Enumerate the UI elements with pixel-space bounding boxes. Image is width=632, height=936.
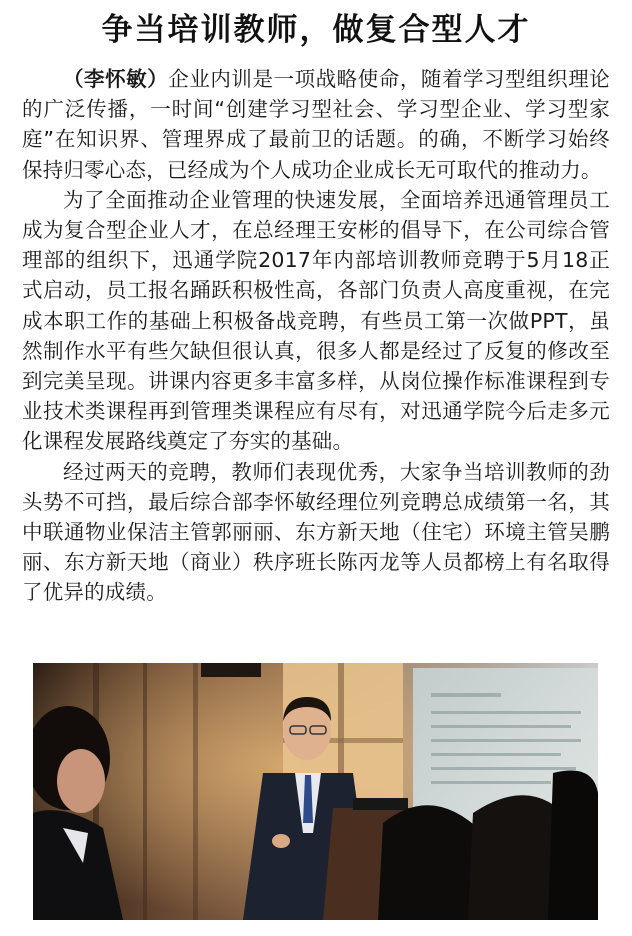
- news-page: [0, 8, 632, 936]
- paragraph-1-text: 企业内训是一项战略使命，随着学习型组织理论的广泛传播，一时间“创建学习型社会、学习型企业、学习型家庭”在知识界、管理界成了最前卫的话题。的确，不断学习始终保持归零心态，已经成为个人成功企业成长无可取代的推动力。: [22, 67, 611, 182]
- author-byline: （李怀敏）: [63, 67, 169, 91]
- article-paragraph-1: [22, 64, 610, 185]
- speaker-at-podium-photo: [33, 663, 598, 920]
- article-paragraph-3: 经过两天的竞聘，教师们表现优秀，大家争当培训教师的劲头势不可挡，最后综合部李怀敏经理位列竞聘总成绩第一名，其中联通物业保洁主管郭丽丽、东方新天地（住宅）环境主管吴鹏丽、东方新天地（商业）秩序班长陈丙龙等人员都榜上有名取得了优异的成绩。: [22, 459, 610, 605]
- article-body: [22, 64, 610, 608]
- article-paragraph-2: 为了全面推动企业管理的快速发展，全面培养迅通管理员工成为复合型企业人才，在总经理王安彬的倡导下，在公司综合管理部的组织下，迅通学院2017年内部培训教师竞聘于5月18正式启动，员工报名踊跃积极性高，各部门负责人高度重视，在完成本职工作的基础上积极备战竞聘，有些员工第一次做PPT，虽然制作水平有些欠缺但很认真，很多人都是经过了反复的修改至到完美呈现。讲课内容更多丰富多样，从岗位操作标准课程到专业技术类课程再到管理类课程应有尽有，对迅通学院今后走多元化课程发展路线奠定了夯实的基础。: [22, 187, 610, 454]
- article-title: 争当培训教师，做复合型人才: [101, 12, 531, 48]
